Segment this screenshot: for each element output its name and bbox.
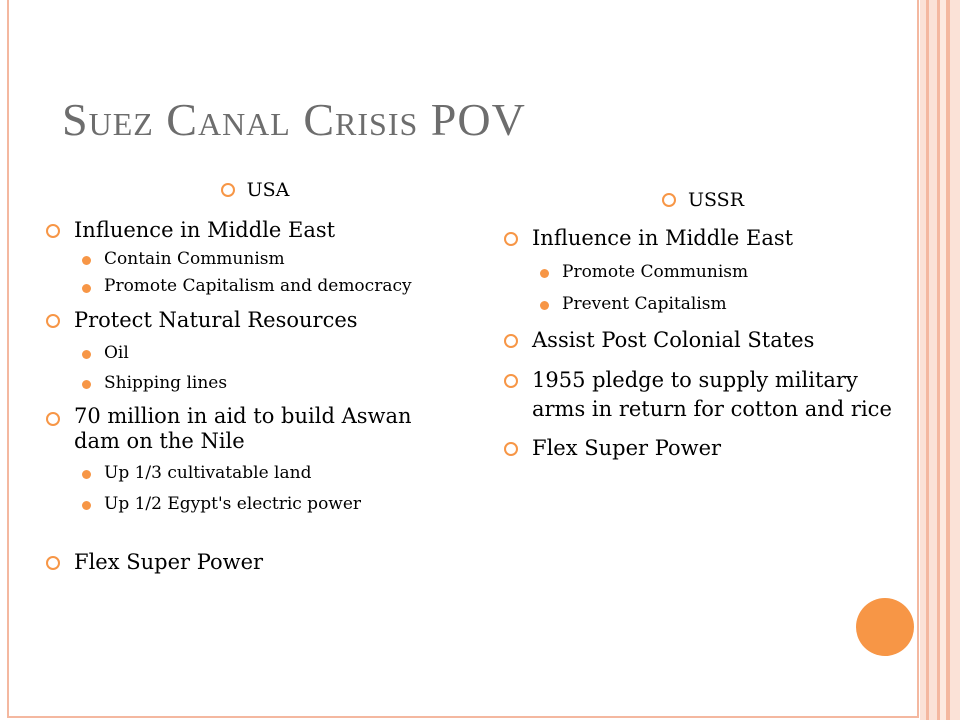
sub-item-label: Shipping lines xyxy=(104,373,228,393)
bullet-icon xyxy=(504,442,518,456)
usa-column xyxy=(40,176,470,576)
ussr-pledge xyxy=(498,366,908,424)
usa-influence xyxy=(40,216,470,244)
decorative-stripes xyxy=(920,0,960,720)
usa-influence-sub-1 xyxy=(40,249,470,269)
sub-bullet-icon xyxy=(82,380,91,389)
sub-bullet-icon xyxy=(82,350,91,359)
ussr-influence-sub-2 xyxy=(498,294,908,314)
usa-resources-sub-1 xyxy=(40,343,470,363)
usa-flex xyxy=(40,548,470,576)
slide-title: Suez Canal Crisis POV xyxy=(62,94,526,145)
slide-frame-bottom xyxy=(7,716,919,718)
ussr-influence-sub-1 xyxy=(498,262,908,282)
bullet-icon xyxy=(46,412,60,426)
bullet-icon xyxy=(662,193,676,207)
usa-resources xyxy=(40,306,470,334)
usa-heading-label: USA xyxy=(246,179,290,201)
sub-item-label: Oil xyxy=(104,343,129,363)
sub-bullet-icon xyxy=(82,501,91,510)
usa-influence-sub-2 xyxy=(40,277,470,295)
ussr-influence-label: Influence in Middle East xyxy=(532,226,794,250)
sub-bullet-icon xyxy=(82,284,91,293)
bullet-icon xyxy=(46,224,60,238)
ussr-flex-label: Flex Super Power xyxy=(532,436,722,460)
usa-aid-label: 70 million in aid to build Aswan dam on the Nile xyxy=(74,404,412,453)
sub-item-label: Prevent Capitalism xyxy=(562,294,727,314)
ussr-flex xyxy=(498,434,908,462)
sub-bullet-icon xyxy=(82,256,91,265)
bullet-icon xyxy=(504,232,518,246)
bullet-icon xyxy=(504,374,518,388)
usa-resources-sub-2 xyxy=(40,373,470,393)
sub-item-label: Promote Capitalism and democracy xyxy=(104,276,412,296)
ussr-pledge-label: 1955 pledge to supply military arms in return for cotton and rice xyxy=(532,368,892,421)
sub-item-label: Contain Communism xyxy=(104,249,285,269)
bullet-icon xyxy=(221,183,235,197)
usa-aid-sub-2 xyxy=(40,494,470,514)
sub-item-label: Up 1/2 Egypt's electric power xyxy=(104,494,362,514)
ussr-assist xyxy=(498,326,908,354)
sub-bullet-icon xyxy=(540,301,549,310)
usa-resources-label: Protect Natural Resources xyxy=(74,308,358,332)
bullet-icon xyxy=(46,314,60,328)
bullet-icon xyxy=(504,334,518,348)
sub-item-label: Up 1/3 cultivatable land xyxy=(104,463,312,483)
ussr-heading xyxy=(498,186,908,214)
sub-item-label: Promote Communism xyxy=(562,262,749,282)
sub-bullet-icon xyxy=(540,269,549,278)
usa-aid-sub-1 xyxy=(40,463,470,483)
usa-flex-label: Flex Super Power xyxy=(74,550,264,574)
bullet-icon xyxy=(46,556,60,570)
ussr-column xyxy=(498,186,908,462)
decorative-circle xyxy=(856,598,914,656)
ussr-influence xyxy=(498,224,908,252)
usa-aid xyxy=(40,404,470,454)
ussr-assist-label: Assist Post Colonial States xyxy=(532,328,815,352)
ussr-heading-label: USSR xyxy=(687,189,745,211)
sub-bullet-icon xyxy=(82,470,91,479)
usa-influence-label: Influence in Middle East xyxy=(74,218,336,242)
usa-heading xyxy=(40,176,470,204)
